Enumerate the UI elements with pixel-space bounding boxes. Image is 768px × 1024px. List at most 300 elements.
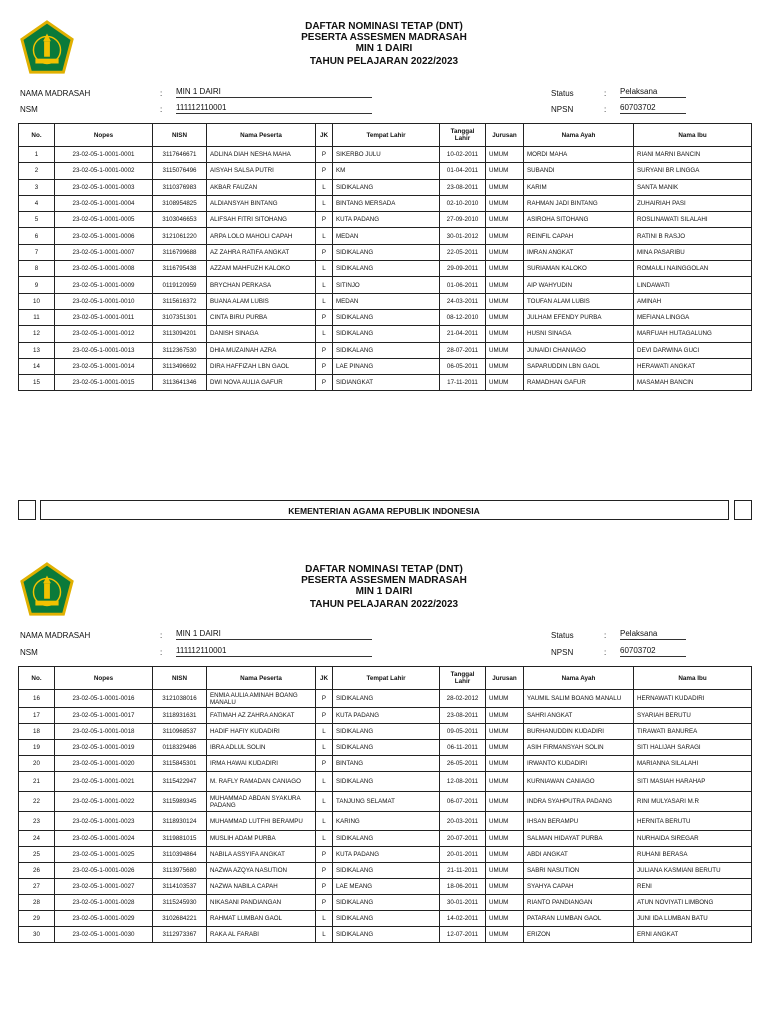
cell-no: 14 <box>19 358 55 374</box>
status-value: Pelaksana <box>620 87 686 98</box>
cell-tempat: SIDIKALANG <box>333 724 440 740</box>
cell-tempat: SIKERBO JULU <box>333 147 440 163</box>
cell-jk: L <box>316 792 333 812</box>
cell-ayah: BURHANUDDIN KUDADIRI <box>524 724 634 740</box>
doc-title-line4: TAHUN PELAJARAN 2022/2023 <box>309 599 459 610</box>
npsn-value: 60703702 <box>620 646 686 657</box>
cell-nisn: 3108954825 <box>153 195 207 211</box>
status-value: Pelaksana <box>620 629 686 640</box>
table-row <box>19 163 752 179</box>
table-row <box>19 708 752 724</box>
cell-tempat: SIDIKALANG <box>333 740 440 756</box>
cell-jurusan: UMUM <box>486 326 524 342</box>
cell-nopes: 23-02-05-1-0001-0021 <box>55 772 153 792</box>
cell-jurusan: UMUM <box>486 847 524 863</box>
cell-nama: DIRA HAFFIZAH LBN GAOL <box>207 358 316 374</box>
cell-jk: L <box>316 831 333 847</box>
cell-jk: P <box>316 342 333 358</box>
table-row <box>19 179 752 195</box>
col-header-ayah: Nama Ayah <box>524 124 634 147</box>
cell-no: 9 <box>19 277 55 293</box>
cell-jurusan: UMUM <box>486 879 524 895</box>
cell-nisn: 3113496692 <box>153 358 207 374</box>
cell-ibu: RIANI MARNI BANCIN <box>634 147 752 163</box>
cell-no: 11 <box>19 309 55 325</box>
table-row <box>19 911 752 927</box>
cell-nama: ADLINA DIAH NESHA MAHA <box>207 147 316 163</box>
table-row <box>19 147 752 163</box>
cell-ayah: KURNIAWAN CANIAGO <box>524 772 634 792</box>
table-row <box>19 879 752 895</box>
cell-jurusan: UMUM <box>486 179 524 195</box>
cell-ayah: JULHAM EFENDY PURBA <box>524 309 634 325</box>
cell-jk: L <box>316 911 333 927</box>
footer-right-box <box>734 500 752 520</box>
cell-tempat: KUTA PADANG <box>333 212 440 228</box>
cell-ibu: MASAMAH BANCIN <box>634 375 752 391</box>
cell-nopes: 23-02-05-1-0001-0020 <box>55 756 153 772</box>
cell-tanggal: 22-05-2011 <box>440 244 486 260</box>
doc-title-line3: MIN 1 DAIRI <box>355 586 413 597</box>
cell-tempat: KARING <box>333 812 440 831</box>
cell-nama: NIKASANI PANDIANGAN <box>207 895 316 911</box>
cell-no: 25 <box>19 847 55 863</box>
cell-nopes: 23-02-05-1-0001-0015 <box>55 375 153 391</box>
nama-madrasah-label: NAMA MADRASAH <box>20 631 91 640</box>
cell-jk: L <box>316 293 333 309</box>
cell-ayah: SYAHYA CAPAH <box>524 879 634 895</box>
colon: : <box>604 89 607 98</box>
cell-nama: NAZWA NABILA CAPAH <box>207 879 316 895</box>
colon: : <box>160 631 163 640</box>
cell-no: 4 <box>19 195 55 211</box>
cell-no: 29 <box>19 911 55 927</box>
table-row <box>19 756 752 772</box>
cell-nama: DWI NOVA AULIA GAFUR <box>207 375 316 391</box>
cell-tempat: SIDIKALANG <box>333 690 440 708</box>
cell-jk: P <box>316 895 333 911</box>
cell-tanggal: 17-11-2011 <box>440 375 486 391</box>
cell-no: 21 <box>19 772 55 792</box>
cell-tanggal: 18-06-2011 <box>440 879 486 895</box>
status-label: Status <box>551 631 574 640</box>
col-header-no: No. <box>19 124 55 147</box>
cell-tanggal: 29-09-2011 <box>440 261 486 277</box>
cell-jurusan: UMUM <box>486 772 524 792</box>
cell-nopes: 23-02-05-1-0001-0022 <box>55 792 153 812</box>
cell-ibu: HERAWATI ANGKAT <box>634 358 752 374</box>
cell-tanggal: 10-02-2011 <box>440 147 486 163</box>
cell-ayah: ABDI ANGKAT <box>524 847 634 863</box>
cell-jurusan: UMUM <box>486 895 524 911</box>
cell-jurusan: UMUM <box>486 690 524 708</box>
nsm-label: NSM <box>20 105 38 114</box>
cell-ibu: ATUN NOVIYATI LIMBONG <box>634 895 752 911</box>
cell-ibu: RENI <box>634 879 752 895</box>
status-label: Status <box>551 89 574 98</box>
npsn-label: NPSN <box>551 648 574 657</box>
col-header-nisn: NISN <box>153 124 207 147</box>
cell-no: 23 <box>19 812 55 831</box>
cell-tanggal: 23-08-2011 <box>440 708 486 724</box>
cell-nisn: 3113094201 <box>153 326 207 342</box>
cell-no: 13 <box>19 342 55 358</box>
cell-nama: ALIFSAH FITRI SITOHANG <box>207 212 316 228</box>
cell-jk: L <box>316 195 333 211</box>
cell-tempat: LAE MEANG <box>333 879 440 895</box>
cell-nopes: 23-02-05-1-0001-0013 <box>55 342 153 358</box>
cell-ayah: PATARAN LUMBAN GAOL <box>524 911 634 927</box>
cell-tanggal: 08-12-2010 <box>440 309 486 325</box>
cell-ibu: HERNAWATI KUDADIRI <box>634 690 752 708</box>
cell-jk: P <box>316 863 333 879</box>
table-row <box>19 342 752 358</box>
cell-ibu: SITI MASIAH HARAHAP <box>634 772 752 792</box>
cell-no: 1 <box>19 147 55 163</box>
cell-nama: BUANA ALAM LUBIS <box>207 293 316 309</box>
nsm-value: 111112110001 <box>176 103 372 114</box>
cell-tempat: SIDIKALANG <box>333 179 440 195</box>
table-row <box>19 895 752 911</box>
npsn-label: NPSN <box>551 105 574 114</box>
cell-tempat: KM <box>333 163 440 179</box>
cell-ibu: SURYANI BR LINGGA <box>634 163 752 179</box>
cell-nama: IRMA HAWAI KUDADIRI <box>207 756 316 772</box>
doc-title-line2: PESERTA ASSESMEN MADRASAH <box>301 32 467 43</box>
table-row <box>19 212 752 228</box>
cell-ayah: ASIH FIRMANSYAH SOLIN <box>524 740 634 756</box>
cell-nisn: 3121038016 <box>153 690 207 708</box>
cell-no: 6 <box>19 228 55 244</box>
col-header-jurusan: Jurusan <box>486 124 524 147</box>
cell-nisn: 3116795438 <box>153 261 207 277</box>
cell-nopes: 23-02-05-1-0001-0001 <box>55 147 153 163</box>
cell-nama: BRYCHAN PERKASA <box>207 277 316 293</box>
doc-title-line1: DAFTAR NOMINASI TETAP (DNT) <box>305 564 463 575</box>
cell-ibu: MEFIANA LINGGA <box>634 309 752 325</box>
cell-no: 7 <box>19 244 55 260</box>
col-header-jk: JK <box>316 667 333 690</box>
cell-tanggal: 06-07-2011 <box>440 792 486 812</box>
cell-jk: P <box>316 375 333 391</box>
cell-tanggal: 28-07-2011 <box>440 342 486 358</box>
cell-ibu: ROMAULI NAINGGOLAN <box>634 261 752 277</box>
cell-tempat: SIDIKALANG <box>333 863 440 879</box>
colon: : <box>604 631 607 640</box>
cell-no: 15 <box>19 375 55 391</box>
table-row <box>19 927 752 943</box>
cell-jurusan: UMUM <box>486 358 524 374</box>
cell-no: 16 <box>19 690 55 708</box>
cell-tanggal: 02-10-2010 <box>440 195 486 211</box>
cell-nama: ALDIANSYAH BINTANG <box>207 195 316 211</box>
col-header-ibu: Nama Ibu <box>634 124 752 147</box>
cell-jk: P <box>316 212 333 228</box>
cell-nopes: 23-02-05-1-0001-0002 <box>55 163 153 179</box>
cell-jk: L <box>316 261 333 277</box>
cell-nama: AISYAH SALSA PUTRI <box>207 163 316 179</box>
cell-jurusan: UMUM <box>486 342 524 358</box>
cell-ayah: INDRA SYAHPUTRA PADANG <box>524 792 634 812</box>
cell-tanggal: 30-01-2012 <box>440 228 486 244</box>
cell-jk: P <box>316 879 333 895</box>
cell-nopes: 23-02-05-1-0001-0006 <box>55 228 153 244</box>
col-header-tanggal: Tanggal Lahir <box>440 124 486 147</box>
cell-nopes: 23-02-05-1-0001-0029 <box>55 911 153 927</box>
cell-nisn: 3115616372 <box>153 293 207 309</box>
cell-jk: P <box>316 756 333 772</box>
table-row <box>19 772 752 792</box>
cell-ayah: YAUMIL SALIM BOANG MANALU <box>524 690 634 708</box>
cell-jurusan: UMUM <box>486 812 524 831</box>
cell-nama: DANISH SINAGA <box>207 326 316 342</box>
cell-tanggal: 27-09-2010 <box>440 212 486 228</box>
cell-nisn: 3118931631 <box>153 708 207 724</box>
cell-nisn: 3117646671 <box>153 147 207 163</box>
cell-tanggal: 09-05-2011 <box>440 724 486 740</box>
cell-tanggal: 06-05-2011 <box>440 358 486 374</box>
cell-ibu: JULIANA KASMIANI BERUTU <box>634 863 752 879</box>
cell-nisn: 3102684221 <box>153 911 207 927</box>
cell-no: 2 <box>19 163 55 179</box>
cell-ibu: SANTA MANIK <box>634 179 752 195</box>
cell-nisn: 3116799688 <box>153 244 207 260</box>
npsn-value: 60703702 <box>620 103 686 114</box>
nsm-label: NSM <box>20 648 38 657</box>
cell-nopes: 23-02-05-1-0001-0023 <box>55 812 153 831</box>
cell-nopes: 23-02-05-1-0001-0024 <box>55 831 153 847</box>
cell-nama: IBRA ADLUL SOLIN <box>207 740 316 756</box>
cell-ayah: MORDI MAHA <box>524 147 634 163</box>
cell-jurusan: UMUM <box>486 756 524 772</box>
cell-tanggal: 01-06-2011 <box>440 277 486 293</box>
cell-ibu: ERNI ANGKAT <box>634 927 752 943</box>
cell-ibu: RINI MULYASARI M.R <box>634 792 752 812</box>
cell-nama: FATIMAH AZ ZAHRA ANGKAT <box>207 708 316 724</box>
colon: : <box>604 648 607 657</box>
cell-ayah: IMRAN ANGKAT <box>524 244 634 260</box>
cell-jk: P <box>316 708 333 724</box>
colon: : <box>160 105 163 114</box>
cell-jk: L <box>316 228 333 244</box>
col-header-tanggal: Tanggal Lahir <box>440 667 486 690</box>
col-header-nisn: NISN <box>153 667 207 690</box>
cell-tempat: KUTA PADANG <box>333 847 440 863</box>
cell-nisn: 3115989345 <box>153 792 207 812</box>
cell-jk: L <box>316 927 333 943</box>
cell-nama: HADIF HAFIY KUDADIRI <box>207 724 316 740</box>
cell-jk: P <box>316 309 333 325</box>
cell-ayah: SAPARUDDIN LBN GAOL <box>524 358 634 374</box>
footer-ministry-text: KEMENTERIAN AGAMA REPUBLIK INDONESIA <box>288 506 480 516</box>
cell-tempat: TANJUNG SELAMAT <box>333 792 440 812</box>
cell-nisn: 3119881015 <box>153 831 207 847</box>
cell-jurusan: UMUM <box>486 863 524 879</box>
cell-ibu: TIRAWATI BANUREA <box>634 724 752 740</box>
cell-jurusan: UMUM <box>486 293 524 309</box>
cell-jurusan: UMUM <box>486 792 524 812</box>
col-header-nama: Nama Peserta <box>207 667 316 690</box>
cell-jurusan: UMUM <box>486 740 524 756</box>
cell-ibu: AMINAH <box>634 293 752 309</box>
cell-nopes: 23-02-05-1-0001-0011 <box>55 309 153 325</box>
cell-ayah: SUBANDI <box>524 163 634 179</box>
table-row <box>19 724 752 740</box>
colon: : <box>160 648 163 657</box>
cell-nama: ARPA LOLO MAHOLI CAPAH <box>207 228 316 244</box>
cell-ibu: ZUHAIRIAH PASI <box>634 195 752 211</box>
col-header-nama: Nama Peserta <box>207 124 316 147</box>
table-row <box>19 277 752 293</box>
cell-ibu: LINDAWATI <box>634 277 752 293</box>
cell-nopes: 23-02-05-1-0001-0026 <box>55 863 153 879</box>
cell-nama: DHIA MUZAINAH AZRA <box>207 342 316 358</box>
cell-tanggal: 20-07-2011 <box>440 831 486 847</box>
cell-no: 12 <box>19 326 55 342</box>
col-header-ayah: Nama Ayah <box>524 667 634 690</box>
cell-nisn: 3110376983 <box>153 179 207 195</box>
col-header-tempat: Tempat Lahir <box>333 667 440 690</box>
table-row <box>19 228 752 244</box>
cell-tanggal: 30-01-2011 <box>440 895 486 911</box>
cell-nisn: 3113641346 <box>153 375 207 391</box>
cell-ayah: SALMAN HIDAYAT PURBA <box>524 831 634 847</box>
cell-ibu: RATINI B RASJO <box>634 228 752 244</box>
cell-tanggal: 21-04-2011 <box>440 326 486 342</box>
cell-tempat: SIDIKALANG <box>333 895 440 911</box>
cell-nisn: 3112367530 <box>153 342 207 358</box>
cell-jurusan: UMUM <box>486 927 524 943</box>
cell-tempat: SIDIKALANG <box>333 244 440 260</box>
table-row <box>19 261 752 277</box>
cell-ibu: DEVI DARWINA GUCI <box>634 342 752 358</box>
cell-nama: M. RAFLY RAMADAN CANIAGO <box>207 772 316 792</box>
cell-nama: AZZAM MAHFUZH KALOKO <box>207 261 316 277</box>
table-row <box>19 792 752 812</box>
cell-nisn: 3103046653 <box>153 212 207 228</box>
cell-tempat: LAE PINANG <box>333 358 440 374</box>
table-header-row <box>19 667 752 690</box>
doc-title-line3: MIN 1 DAIRI <box>355 43 413 54</box>
cell-tempat: MEDAN <box>333 293 440 309</box>
cell-tempat: BINTANG MERSADA <box>333 195 440 211</box>
cell-nisn: 3115845301 <box>153 756 207 772</box>
cell-nopes: 23-02-05-1-0001-0016 <box>55 690 153 708</box>
table-row <box>19 847 752 863</box>
cell-tanggal: 14-02-2011 <box>440 911 486 927</box>
cell-nama: AKBAR FAUZAN <box>207 179 316 195</box>
cell-nama: CINTA BIRU PURBA <box>207 309 316 325</box>
cell-no: 10 <box>19 293 55 309</box>
cell-jk: L <box>316 277 333 293</box>
cell-jurusan: UMUM <box>486 212 524 228</box>
cell-ayah: AIP WAHYUDIN <box>524 277 634 293</box>
cell-jk: L <box>316 724 333 740</box>
cell-nama: NAZWA AZQYA NASUTION <box>207 863 316 879</box>
cell-ayah: ERIZON <box>524 927 634 943</box>
col-header-jk: JK <box>316 124 333 147</box>
cell-nisn: 0119120959 <box>153 277 207 293</box>
cell-no: 8 <box>19 261 55 277</box>
col-header-jurusan: Jurusan <box>486 667 524 690</box>
cell-nopes: 23-02-05-1-0001-0019 <box>55 740 153 756</box>
cell-jk: L <box>316 772 333 792</box>
cell-ayah: RAMADHAN GAFUR <box>524 375 634 391</box>
cell-tanggal: 20-01-2011 <box>440 847 486 863</box>
cell-tempat: SIDIKALANG <box>333 342 440 358</box>
colon: : <box>160 89 163 98</box>
cell-ayah: TOUFAN ALAM LUBIS <box>524 293 634 309</box>
table-row <box>19 831 752 847</box>
cell-no: 5 <box>19 212 55 228</box>
cell-jk: P <box>316 163 333 179</box>
cell-jk: L <box>316 812 333 831</box>
cell-nisn: 3107351301 <box>153 309 207 325</box>
cell-ibu: MARFUAH HUTAGALUNG <box>634 326 752 342</box>
cell-nama: AZ ZAHRA RATIFA ANGKAT <box>207 244 316 260</box>
table-row <box>19 309 752 325</box>
cell-tempat: SIDIANGKAT <box>333 375 440 391</box>
cell-ayah: JUNAIDI CHANIAGO <box>524 342 634 358</box>
table-row <box>19 740 752 756</box>
col-header-ibu: Nama Ibu <box>634 667 752 690</box>
table-row <box>19 293 752 309</box>
cell-jk: P <box>316 147 333 163</box>
cell-nisn: 3115245930 <box>153 895 207 911</box>
cell-nopes: 23-02-05-1-0001-0010 <box>55 293 153 309</box>
cell-nopes: 23-02-05-1-0001-0005 <box>55 212 153 228</box>
cell-ibu: MARIANNA SILALAHI <box>634 756 752 772</box>
table-row <box>19 326 752 342</box>
col-header-nopes: Nopes <box>55 667 153 690</box>
cell-ibu: RUHANI BERASA <box>634 847 752 863</box>
cell-jurusan: UMUM <box>486 277 524 293</box>
cell-tanggal: 06-11-2011 <box>440 740 486 756</box>
table-row <box>19 358 752 374</box>
table-row <box>19 244 752 260</box>
cell-ibu: SYARIAH BERUTU <box>634 708 752 724</box>
cell-jurusan: UMUM <box>486 309 524 325</box>
cell-ayah: IHSAN BERAMPU <box>524 812 634 831</box>
cell-jurusan: UMUM <box>486 244 524 260</box>
cell-tanggal: 20-03-2011 <box>440 812 486 831</box>
cell-jk: P <box>316 358 333 374</box>
cell-jurusan: UMUM <box>486 708 524 724</box>
cell-tanggal: 12-07-2011 <box>440 927 486 943</box>
cell-nopes: 23-02-05-1-0001-0014 <box>55 358 153 374</box>
cell-tempat: SIDIKALANG <box>333 772 440 792</box>
cell-tempat: SIDIKALANG <box>333 309 440 325</box>
table-row <box>19 690 752 708</box>
cell-no: 27 <box>19 879 55 895</box>
cell-nisn: 3110968537 <box>153 724 207 740</box>
cell-nama: NABILA ASSYIFA ANGKAT <box>207 847 316 863</box>
cell-nisn: 3115076496 <box>153 163 207 179</box>
cell-ayah: SAHRI ANGKAT <box>524 708 634 724</box>
nama-madrasah-label: NAMA MADRASAH <box>20 89 91 98</box>
cell-nama: RAKA AL FARABI <box>207 927 316 943</box>
cell-tanggal: 26-05-2011 <box>440 756 486 772</box>
cell-tempat: SIDIKALANG <box>333 261 440 277</box>
cell-ayah: RAHMAN JADI BINTANG <box>524 195 634 211</box>
cell-nopes: 23-02-05-1-0001-0008 <box>55 261 153 277</box>
cell-nopes: 23-02-05-1-0001-0025 <box>55 847 153 863</box>
cell-no: 20 <box>19 756 55 772</box>
cell-jurusan: UMUM <box>486 163 524 179</box>
cell-no: 28 <box>19 895 55 911</box>
cell-no: 18 <box>19 724 55 740</box>
cell-no: 3 <box>19 179 55 195</box>
